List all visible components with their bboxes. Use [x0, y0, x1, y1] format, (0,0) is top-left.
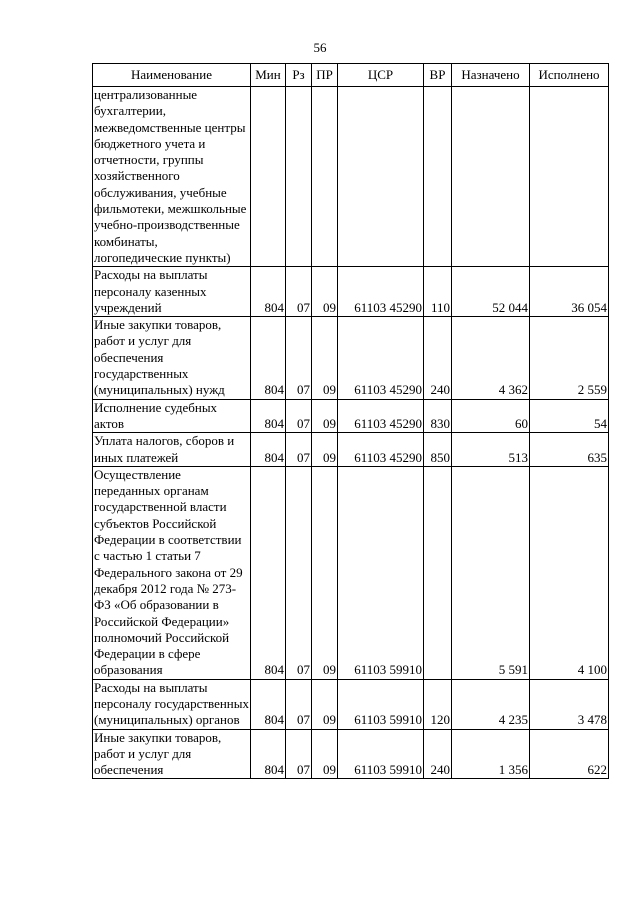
row-name: Иные закупки товаров, работ и услуг для обеспечения государственных (муниципальных) нужд — [93, 317, 251, 399]
row-naznacheno: 4 362 — [452, 317, 530, 399]
row-ispolneno: 4 100 — [530, 466, 609, 679]
row-pr: 09 — [312, 466, 338, 679]
row-min: 804 — [251, 433, 286, 467]
row-rz: 07 — [286, 729, 312, 779]
row-vr: 120 — [424, 679, 452, 729]
row-vr: 240 — [424, 729, 452, 779]
row-ispolneno: 3 478 — [530, 679, 609, 729]
row-name: Уплата налогов, сборов и иных платежей — [93, 433, 251, 467]
row-min: 804 — [251, 267, 286, 317]
header-min: Мин — [251, 64, 286, 87]
row-name: Исполнение судебных актов — [93, 399, 251, 433]
row-name: Расходы на выплаты персоналу государственных (муниципальных) органов — [94, 679, 250, 728]
row-name: централизованные бухгалтерии, межведомственные центры бюджетного учета и отчетности, группы хозяйственного обслуживания, учебные фильмотеки, межшкольные учебно-производственные комбинаты, логопедические пункты) — [93, 87, 251, 267]
row-naznacheno: 60 — [452, 399, 530, 433]
row-csr: 61103 45290 — [338, 317, 424, 399]
header-pr: ПР — [312, 64, 338, 87]
row-ispolneno: 36 054 — [530, 267, 609, 317]
table-row — [93, 399, 609, 433]
row-pr: 09 — [312, 317, 338, 399]
table-row — [93, 87, 609, 267]
row-ispolneno: 622 — [530, 729, 609, 779]
header-vr: ВР — [424, 64, 452, 87]
row-rz: 07 — [286, 267, 312, 317]
row-pr — [312, 87, 338, 267]
header-csr: ЦСР — [338, 64, 424, 87]
row-rz: 07 — [286, 679, 312, 729]
row-csr: 61103 59910 — [338, 466, 424, 679]
row-rz: 07 — [286, 433, 312, 467]
row-naznacheno: 52 044 — [452, 267, 530, 317]
row-csr — [338, 87, 424, 267]
row-vr: 850 — [424, 433, 452, 467]
page-number: 56 — [313, 40, 327, 55]
row-pr: 09 — [312, 433, 338, 467]
row-rz — [286, 87, 312, 267]
row-vr — [424, 87, 452, 267]
row-min: 804 — [251, 679, 286, 729]
row-rz: 07 — [286, 317, 312, 399]
row-ispolneno — [530, 87, 609, 267]
row-vr — [424, 466, 452, 679]
row-name: Расходы на выплаты персоналу казенных учреждений — [93, 267, 251, 317]
row-min: 804 — [251, 729, 286, 779]
row-vr: 240 — [424, 317, 452, 399]
budget-execution-table — [92, 63, 609, 779]
row-pr: 09 — [312, 679, 338, 729]
row-naznacheno: 4 235 — [452, 679, 530, 729]
row-vr: 830 — [424, 399, 452, 433]
row-naznacheno: 5 591 — [452, 466, 530, 679]
table-row — [93, 729, 609, 779]
row-name: Иные закупки товаров, работ и услуг для обеспечения — [93, 729, 251, 779]
row-pr: 09 — [312, 267, 338, 317]
table-header-row — [93, 64, 609, 87]
row-naznacheno: 1 356 — [452, 729, 530, 779]
row-csr: 61103 59910 — [338, 729, 424, 779]
row-ispolneno: 2 559 — [530, 317, 609, 399]
header-name: Наименование — [93, 64, 251, 87]
header-rz: Рз — [286, 64, 312, 87]
table-row — [93, 317, 609, 399]
row-csr: 61103 45290 — [338, 399, 424, 433]
row-vr: 110 — [424, 267, 452, 317]
row-min: 804 — [251, 466, 286, 679]
row-csr: 61103 59910 — [338, 679, 424, 729]
row-naznacheno: 513 — [452, 433, 530, 467]
row-min — [251, 87, 286, 267]
row-ispolneno: 54 — [530, 399, 609, 433]
row-pr: 09 — [312, 729, 338, 779]
row-name: Осуществление переданных органам государственной власти субъектов Российской Федерации в соответствии с частью 1 статьи 7 Федерального закона от 29 декабря 2012 года № 273-ФЗ «Об образовании в Российской Федерации» полномочий Российской Федерации в сфере образования — [93, 466, 251, 679]
row-naznacheno — [452, 87, 530, 267]
row-csr: 61103 45290 — [338, 433, 424, 467]
row-min: 804 — [251, 317, 286, 399]
row-pr: 09 — [312, 399, 338, 433]
table-row — [93, 679, 609, 729]
table-row — [93, 267, 609, 317]
table-row — [93, 466, 609, 679]
header-ispolneno: Исполнено — [530, 64, 609, 87]
header-naznacheno: Назначено — [452, 64, 530, 87]
row-rz: 07 — [286, 399, 312, 433]
row-rz: 07 — [286, 466, 312, 679]
row-csr: 61103 45290 — [338, 267, 424, 317]
row-ispolneno: 635 — [530, 433, 609, 467]
table-row — [93, 433, 609, 467]
row-min: 804 — [251, 399, 286, 433]
